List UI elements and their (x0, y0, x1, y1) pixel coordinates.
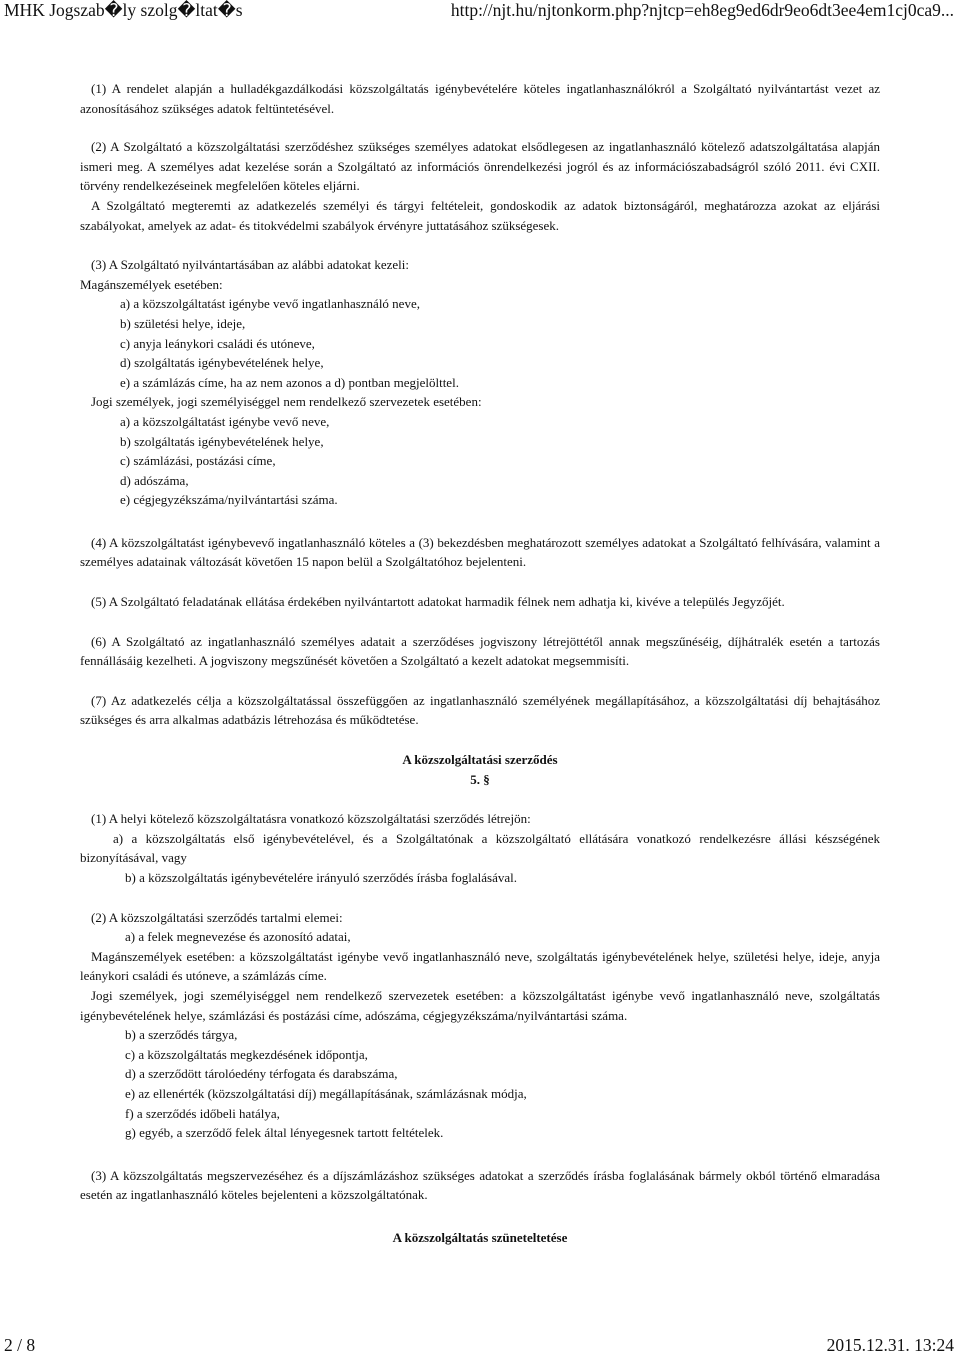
section-title: A közszolgáltatási szerződés (402, 752, 558, 768)
list-item: b) a szerződés tárgya, (125, 1027, 238, 1043)
paragraph-6: (6) A Szolgáltató az ingatlanhasználó személyes adatait a szerződéses jogviszony létrejöttétől annak megszűnéséig, díjhátralék esetén a tartozás fennállásáig kezelheti. A jogviszony megszűnését követően a Szolgáltató a kezelt adatokat megsemmisíti. (80, 633, 880, 669)
page-header-title: MHK Jogszab�ly szolg�ltat�s (4, 0, 243, 20)
natural-persons-details: Magánszemélyek esetében: a közszolgáltatást igénybe vevő ingatlanhasználó neve, szolgáltatás igénybevételének helye, születési helye, ideje, anyja leánykori családi és utóneve, a számlázás címe. (80, 948, 880, 984)
legal-persons-details: Jogi személyek, jogi személyiséggel nem rendelkező szervezetek esetében: a közszolgáltatást igénybe vevő ingatlanhasználó neve, szolgáltatás igénybevételének helye, számlázási és postázási címe, adószáma, cégjegyzékszáma/nyilvántartási száma. (80, 987, 880, 1023)
paragraph-2-continued: A Szolgáltató megteremti az adatkezelés személyi és tárgyi feltételeit, gondoskodik az adatok biztonságáról, meghatározza azokat az eljárási szabályokat, amelyek az adat- és titokvédelmi szabályok érvényre juttatásához szükségesek. (80, 197, 880, 233)
list-item: d) szolgáltatás igénybevételének helye, (120, 355, 324, 371)
print-footer (0, 1335, 960, 1357)
legal-persons-heading: Jogi személyek, jogi személyiséggel nem rendelkező szervezetek esetében: (91, 394, 482, 410)
paragraph-2: (2) A Szolgáltató a közszolgáltatási szerződéshez szükséges személyes adatokat elsődlegesen az ingatlanhasználó kötelező adatszolgáltatása alapján ismeri meg. A személyes adat kezelése során a Szolgáltató az információs önrendelkezési jogról és az információszabadságról szóló 2011. évi CXII. törvény rendelkezéseinek megfelelően köteles eljárni. (80, 139, 880, 194)
paragraph-4: (4) A közszolgáltatást igénybevevő ingatlanhasználó köteles a (3) bekezdésben meghatározott személyes adatokat a Szolgáltató felhívására, valamint a személyes adatainak változását követően 15 napon belül a Szolgáltatóhoz bejelenteni. (80, 534, 880, 570)
list-item: g) egyéb, a szerződő felek által lényegesnek tartott feltételek. (125, 1125, 444, 1141)
print-header (0, 0, 960, 22)
natural-persons-heading: Magánszemélyek esetében: (80, 276, 223, 292)
page-header-url[interactable]: http://njt.hu/njtonkorm.php?njtcp=eh8eg9ed6dr9eo6dt3ee4em1cj0ca9... (450, 0, 954, 20)
section-5-paragraph-2-intro: (2) A közszolgáltatási szerződés tartalmi elemei: (91, 909, 343, 925)
list-item: c) számlázási, postázási címe, (120, 453, 276, 469)
document-body (80, 79, 880, 1248)
list-item: e) az ellenérték (közszolgáltatási díj) megállapításának, számlázásnak módja, (125, 1085, 527, 1101)
paragraph-5: (5) A Szolgáltató feladatának ellátása érdekében nyilvántartott adatokat harmadik félnek nem adhatja ki, kivéve a település Jegyzőjét. (91, 594, 785, 610)
paragraph-7: (7) Az adatkezelés célja a közszolgáltatással összefüggően az ingatlanhasználó személyének megállapításához, a közszolgáltatási díj behajtásához szükséges és arra alkalmas adatbázis létrehozása és működtetése. (80, 692, 880, 728)
list-item: f) a szerződés időbeli hatálya, (125, 1105, 280, 1121)
section-5-item-b: b) a közszolgáltatás igénybevételére irányuló szerződés írásba foglalásával. (125, 870, 517, 885)
section-5-item-a: a) a közszolgáltatás első igénybevételével, és a Szolgáltatónak a közszolgáltató ellátására vonatkozó rendelkezésre állási készségének bizonyításával, vagy (80, 830, 880, 866)
list-item: c) a közszolgáltatás megkezdésének időpontja, (125, 1046, 368, 1062)
page-number: 2 / 8 (4, 1335, 36, 1355)
section-number: 5. § (470, 771, 490, 787)
list-item: b) szolgáltatás igénybevételének helye, (120, 433, 324, 449)
list-item: a) a közszolgáltatást igénybe vevő ingatlanhasználó neve, (120, 296, 420, 312)
list-item: e) cégjegyzékszáma/nyilvántartási száma. (120, 492, 338, 508)
list-item: d) a szerződött tárolóedény térfogata és darabszáma, (125, 1066, 398, 1082)
list-item: d) adószáma, (120, 472, 189, 488)
list-item: c) anyja leánykori családi és utóneve, (120, 335, 315, 351)
next-section-title: A közszolgáltatás szüneteltetése (392, 1229, 568, 1245)
paragraph-3-intro: (3) A Szolgáltató nyilvántartásában az alábbi adatokat kezeli: (91, 257, 410, 273)
section-5-paragraph-3: (3) A közszolgáltatás megszervezéséhez és a díjszámlázáshoz szükséges adatokat a szerződés írásba foglalásának bármely okból történő elmaradása esetén az ingatlanhasználó köteles bejelenteni a közszolgáltatónak. (80, 1167, 880, 1203)
section-5-paragraph-1-intro: (1) A helyi kötelező közszolgáltatásra vonatkozó közszolgáltatási szerződés létrejön: (91, 811, 531, 827)
paragraph-1: (1) A rendelet alapján a hulladékgazdálkodási közszolgáltatás igénybevételére köteles ingatlanhasználókról a Szolgáltató nyilvántartást vezet az azonosításához szükséges adatok feltüntetésével. (80, 81, 880, 116)
list-item: b) születési helye, ideje, (120, 315, 246, 331)
list-item: a) a közszolgáltatást igénybe vevő neve, (120, 413, 330, 429)
list-item: e) a számlázás címe, ha az nem azonos a d) pontban megjelölttel. (120, 374, 459, 390)
print-datetime: 2015.12.31. 13:24 (826, 1335, 954, 1355)
section-5-item-a: a) a felek megnevezése és azonosító adatai, (125, 929, 351, 945)
